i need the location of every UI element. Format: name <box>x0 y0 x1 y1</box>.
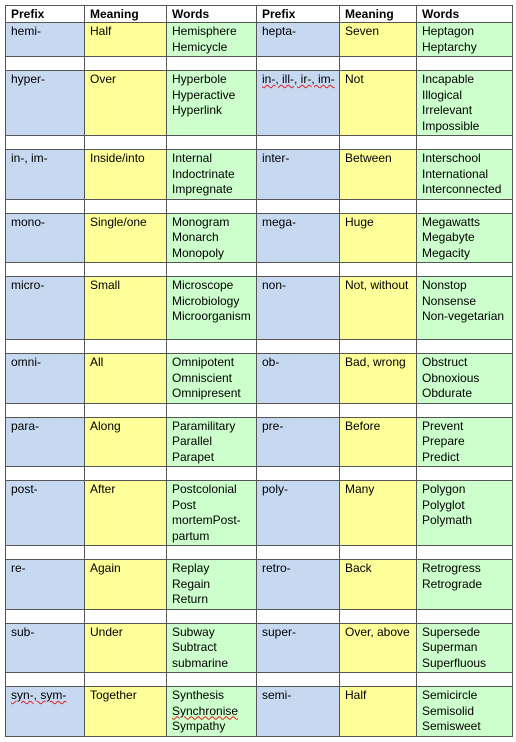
example-word: Illogical <box>422 87 463 102</box>
example-word: Irrelevant <box>422 103 473 117</box>
spacer-cell <box>85 467 167 481</box>
prefix-cell <box>6 623 85 673</box>
example-word: Hyperbole <box>172 72 227 86</box>
example-word: Nonsense <box>422 293 477 308</box>
spacer-cell <box>257 136 340 150</box>
example-word: Sympathy <box>172 719 226 733</box>
prefix-cell <box>6 23 85 57</box>
meaning-cell: Under <box>85 623 167 673</box>
prefix-text: retro- <box>262 561 291 575</box>
example-word: Obstruct <box>422 355 468 369</box>
prefix-cell <box>6 354 85 404</box>
spacer-cell <box>340 609 417 623</box>
spacer-cell <box>85 136 167 150</box>
example-word: Prepare <box>422 434 465 448</box>
prefix-cell <box>6 417 85 467</box>
spacer-cell <box>257 263 340 277</box>
example-word: Predict <box>422 449 460 464</box>
example-word: Synchronise <box>172 703 239 718</box>
example-word: Superman <box>422 640 478 654</box>
prefix-text: re- <box>11 561 26 575</box>
spacer-cell <box>417 546 513 560</box>
example-word: Return <box>172 592 209 606</box>
meaning-cell: Over, above <box>340 623 417 673</box>
words-cell <box>417 23 513 57</box>
prefix-cell <box>257 417 340 467</box>
prefix-cell <box>257 71 340 136</box>
table-row <box>6 277 513 340</box>
table-row <box>6 213 513 263</box>
prefix-cell <box>257 277 340 340</box>
prefix-text: post- <box>11 482 38 496</box>
words-cell <box>167 71 257 136</box>
prefix-table <box>5 5 513 737</box>
example-word: Impregnate <box>172 182 233 196</box>
example-word: Obnoxious <box>422 370 480 385</box>
prefix-cell <box>257 687 340 737</box>
spacer-cell <box>167 263 257 277</box>
header-words: Words <box>417 6 513 23</box>
words-cell <box>417 213 513 263</box>
example-word: Subtract <box>172 640 217 654</box>
spacer-cell <box>6 546 85 560</box>
prefix-cell <box>6 560 85 610</box>
spacer-row <box>6 57 513 71</box>
spacer-cell <box>6 403 85 417</box>
prefix-cell <box>257 623 340 673</box>
spacer-cell <box>6 57 85 71</box>
example-word: Polymath <box>422 513 473 527</box>
spacer-cell <box>6 199 85 213</box>
example-word: Omnipresent <box>172 386 241 400</box>
prefix-cell <box>6 481 85 546</box>
spacer-cell <box>417 609 513 623</box>
spacer-cell <box>417 403 513 417</box>
spacer-cell <box>85 340 167 354</box>
meaning-cell: Half <box>340 687 417 737</box>
words-cell <box>417 354 513 404</box>
example-word: Semicircle <box>422 688 478 702</box>
prefix-text: hepta- <box>262 24 297 38</box>
table-row <box>6 150 513 200</box>
spacer-cell <box>257 57 340 71</box>
prefix-text: para- <box>11 418 40 433</box>
prefix-text: pre- <box>262 418 284 433</box>
spacer-cell <box>85 546 167 560</box>
meaning-cell: Not, without <box>340 277 417 340</box>
example-word: Heptarchy <box>422 39 477 54</box>
spacer-cell <box>167 467 257 481</box>
words-cell <box>417 560 513 610</box>
example-word: submarine <box>172 655 229 670</box>
prefix-cell <box>6 687 85 737</box>
example-word: Nonstop <box>422 278 467 292</box>
spacer-cell <box>85 57 167 71</box>
meaning-cell: Again <box>85 560 167 610</box>
meaning-cell: Over <box>85 71 167 136</box>
prefix-cell <box>257 213 340 263</box>
example-word: Retrogress <box>422 561 481 575</box>
spacer-cell <box>167 609 257 623</box>
example-word: Omnipotent <box>172 355 235 369</box>
header-words: Words <box>167 6 257 23</box>
example-word: Retrograde <box>422 576 483 591</box>
spacer-row <box>6 403 513 417</box>
table-row <box>6 417 513 467</box>
header-prefix: Prefix <box>257 6 340 23</box>
spacer-cell <box>85 199 167 213</box>
table-row <box>6 71 513 136</box>
meaning-cell: Seven <box>340 23 417 57</box>
example-word: Subway <box>172 624 215 639</box>
words-cell <box>417 417 513 467</box>
example-word: Heptagon <box>422 24 475 38</box>
example-word: Megacity <box>422 245 471 260</box>
meaning-cell: Single/one <box>85 213 167 263</box>
words-cell <box>417 623 513 673</box>
example-word: Megawatts <box>422 214 481 229</box>
meaning-cell: Half <box>85 23 167 57</box>
spacer-cell <box>167 546 257 560</box>
example-word: Superfluous <box>422 655 487 670</box>
spacer-cell <box>340 199 417 213</box>
spacer-cell <box>257 673 340 687</box>
prefix-text: hyper- <box>11 72 46 86</box>
spacer-cell <box>417 340 513 354</box>
table-row <box>6 23 513 57</box>
example-word: Regain <box>172 576 211 591</box>
example-word: Post mortemPost-partum <box>172 497 241 543</box>
example-word: Microorganism <box>172 309 251 323</box>
example-word: Megabyte <box>422 230 475 244</box>
meaning-cell: After <box>85 481 167 546</box>
spacer-cell <box>167 673 257 687</box>
words-cell <box>167 560 257 610</box>
spacer-cell <box>167 136 257 150</box>
meaning-cell: Together <box>85 687 167 737</box>
words-cell <box>167 213 257 263</box>
example-word: Supersede <box>422 624 481 639</box>
prefix-cell <box>6 150 85 200</box>
prefix-text: omni- <box>11 355 42 369</box>
spacer-cell <box>340 546 417 560</box>
example-word: Impossible <box>422 118 480 133</box>
example-word: Polyglot <box>422 497 465 512</box>
header-meaning: Meaning <box>340 6 417 23</box>
example-word: Parallel <box>172 434 213 448</box>
spacer-cell <box>6 136 85 150</box>
spacer-cell <box>85 263 167 277</box>
prefix-text: in-, im- <box>11 151 48 165</box>
spacer-cell <box>340 467 417 481</box>
example-word: Prevent <box>422 418 464 433</box>
example-word: Interconnected <box>422 182 502 196</box>
words-cell <box>417 687 513 737</box>
spacer-cell <box>167 199 257 213</box>
example-word: Semisweet <box>422 719 481 733</box>
words-cell <box>417 150 513 200</box>
example-word: Hyperactive <box>172 87 236 102</box>
example-word: Postcolonial <box>172 482 237 496</box>
example-word: Hemicycle <box>172 39 228 54</box>
words-cell <box>167 354 257 404</box>
spacer-row <box>6 609 513 623</box>
spacer-cell <box>340 57 417 71</box>
words-cell <box>167 687 257 737</box>
example-word: Non-vegetarian <box>422 309 505 323</box>
example-word: Microbiology <box>172 293 240 308</box>
meaning-cell: Bad, wrong <box>340 354 417 404</box>
example-word: Semisolid <box>422 703 475 718</box>
header-row <box>6 6 513 23</box>
example-word: Parapet <box>172 449 215 464</box>
meaning-cell: Along <box>85 417 167 467</box>
spacer-cell <box>257 403 340 417</box>
spacer-cell <box>6 263 85 277</box>
words-cell <box>167 417 257 467</box>
spacer-cell <box>6 609 85 623</box>
words-cell <box>167 277 257 340</box>
meaning-cell: Inside/into <box>85 150 167 200</box>
spacer-cell <box>257 340 340 354</box>
table-row <box>6 354 513 404</box>
example-word: Obdurate <box>422 386 473 400</box>
prefix-cell <box>257 150 340 200</box>
example-word: Polygon <box>422 482 466 496</box>
prefix-text: in-, ill-, ir-, im- <box>262 72 335 86</box>
prefix-text: mono- <box>11 214 46 229</box>
spacer-row <box>6 136 513 150</box>
table-row <box>6 687 513 737</box>
meaning-cell: Between <box>340 150 417 200</box>
prefix-cell <box>257 560 340 610</box>
spacer-cell <box>257 467 340 481</box>
example-word: Replay <box>172 561 210 575</box>
words-cell <box>167 481 257 546</box>
spacer-cell <box>6 340 85 354</box>
meaning-cell: Small <box>85 277 167 340</box>
prefix-cell <box>6 71 85 136</box>
example-word: Monogram <box>172 214 230 229</box>
prefix-cell <box>257 481 340 546</box>
prefix-text: sub- <box>11 624 35 639</box>
spacer-cell <box>417 467 513 481</box>
header-prefix: Prefix <box>6 6 85 23</box>
example-word: Internal <box>172 151 213 165</box>
meaning-cell: Back <box>340 560 417 610</box>
prefix-cell <box>257 354 340 404</box>
table-body <box>6 23 513 737</box>
words-cell <box>167 150 257 200</box>
words-cell <box>417 71 513 136</box>
spacer-cell <box>85 673 167 687</box>
meaning-cell: Huge <box>340 213 417 263</box>
spacer-cell <box>257 546 340 560</box>
spacer-cell <box>417 263 513 277</box>
prefix-text: ob- <box>262 355 280 369</box>
meaning-cell: Not <box>340 71 417 136</box>
spacer-cell <box>6 467 85 481</box>
prefix-text: syn-, sym- <box>11 688 67 702</box>
spacer-cell <box>417 673 513 687</box>
prefix-text: micro- <box>11 278 45 292</box>
prefix-text: super- <box>262 624 297 639</box>
spacer-cell <box>340 136 417 150</box>
spacer-cell <box>417 57 513 71</box>
prefix-text: poly- <box>262 482 289 496</box>
prefix-text: mega- <box>262 214 297 229</box>
example-word: Omniscient <box>172 370 233 385</box>
prefix-cell <box>257 23 340 57</box>
spacer-row <box>6 340 513 354</box>
example-word: Microscope <box>172 278 234 292</box>
spacer-row <box>6 673 513 687</box>
prefix-text: hemi- <box>11 24 42 38</box>
meaning-cell: Before <box>340 417 417 467</box>
spacer-row <box>6 467 513 481</box>
example-word: Monopoly <box>172 245 225 260</box>
spacer-row <box>6 199 513 213</box>
words-cell <box>417 277 513 340</box>
spacer-cell <box>167 340 257 354</box>
meaning-cell: All <box>85 354 167 404</box>
spacer-cell <box>417 199 513 213</box>
spacer-cell <box>167 403 257 417</box>
spacer-cell <box>6 673 85 687</box>
prefix-text: semi- <box>262 688 292 702</box>
table-row <box>6 560 513 610</box>
example-word: Incapable <box>422 72 475 86</box>
prefix-cell <box>6 213 85 263</box>
spacer-row <box>6 263 513 277</box>
meaning-cell: Many <box>340 481 417 546</box>
example-word: Interschool <box>422 151 481 165</box>
example-word: Indoctrinate <box>172 166 235 181</box>
example-word: Paramilitary <box>172 418 236 433</box>
words-cell <box>167 623 257 673</box>
example-word: International <box>422 166 489 181</box>
spacer-cell <box>257 199 340 213</box>
words-cell <box>417 481 513 546</box>
spacer-cell <box>340 263 417 277</box>
table-row <box>6 623 513 673</box>
spacer-cell <box>85 403 167 417</box>
header-meaning: Meaning <box>85 6 167 23</box>
example-word: Hyperlink <box>172 103 223 117</box>
prefix-text: inter- <box>262 151 290 165</box>
example-word: Synthesis <box>172 688 225 702</box>
prefix-text: non- <box>262 278 287 292</box>
spacer-cell <box>257 609 340 623</box>
table-row <box>6 481 513 546</box>
words-cell <box>167 23 257 57</box>
spacer-cell <box>85 609 167 623</box>
spacer-cell <box>340 673 417 687</box>
spacer-cell <box>417 136 513 150</box>
spacer-cell <box>340 403 417 417</box>
spacer-cell <box>340 340 417 354</box>
prefix-cell <box>6 277 85 340</box>
spacer-row <box>6 546 513 560</box>
spacer-cell <box>167 57 257 71</box>
example-word: Hemisphere <box>172 24 237 38</box>
example-word: Monarch <box>172 230 219 244</box>
